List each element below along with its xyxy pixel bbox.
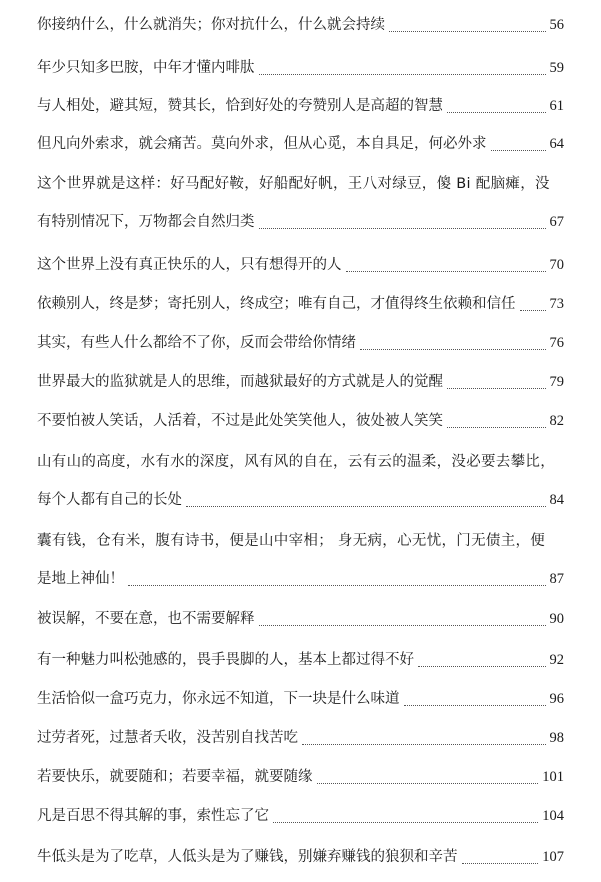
dot-leader: [447, 388, 546, 389]
toc-entry-title: 年少只知多巴胺，中年才懂内啡肽: [37, 59, 255, 76]
toc-entry-title: 凡是百思不得其解的事，索性忘了它: [37, 807, 269, 824]
dot-leader: [520, 310, 546, 311]
toc-entry-title: 有一种魅力叫松弛感的，畏手畏脚的人，基本上都过得不好: [37, 651, 414, 668]
toc-entry-page: 64: [549, 135, 564, 152]
dot-leader: [462, 863, 539, 864]
toc-entry-title-line1: 这个世界就是这样：好马配好鞍，好船配好帆，王八对绿豆，傻 Bi 配脑瘫，没: [37, 175, 550, 192]
dot-leader: [418, 666, 546, 667]
toc-entry-page: 104: [542, 807, 564, 824]
toc-entry-page: 61: [549, 97, 564, 114]
toc-entry-page: 98: [549, 729, 564, 746]
toc-entry-page: 87: [549, 570, 564, 587]
toc-entry-page: 79: [549, 373, 564, 390]
toc-entry[interactable]: [37, 49, 564, 87]
toc-entry-title: 但凡向外索求，就会痛苦。莫向外求，但从心觅，本自具足，何必外求: [37, 135, 487, 152]
toc-entry-title: 与人相处，避其短，赞其长，恰到好处的夸赞别人是高超的智慧: [37, 97, 443, 114]
toc-entry-title-line1: 囊有钱，仓有米，腹有诗书，便是山中宰相； 身无病，心无忧，门无债主，便: [37, 532, 546, 549]
toc-entry-page: 84: [549, 491, 564, 508]
toc-entry-title: 你接纳什么，什么就消失；你对抗什么，什么就会持续: [37, 16, 385, 33]
toc-entry-title: 牛低头是为了吃草，人低头是为了赚钱，别嫌弃赚钱的狼狈和辛苦: [37, 848, 458, 865]
toc-entry-title: 过劳者死，过慧者夭收，没苦别自找苦吃: [37, 729, 298, 746]
toc-entry[interactable]: [37, 443, 564, 519]
toc-entry[interactable]: [37, 522, 564, 598]
toc-entry[interactable]: [37, 285, 564, 323]
dot-leader: [360, 349, 546, 350]
toc-entry-page: 107: [542, 848, 564, 865]
dot-leader: [389, 31, 546, 32]
dot-leader: [259, 74, 546, 75]
toc-entry[interactable]: [37, 719, 564, 757]
toc-entry[interactable]: [37, 838, 564, 876]
toc-entry[interactable]: [37, 797, 564, 835]
toc-entry[interactable]: [37, 6, 564, 44]
toc-entry-title: 不要怕被人笑话，人活着，不过是此处笑笑他人，彼处被人笑笑: [37, 412, 443, 429]
toc-entry[interactable]: [37, 165, 564, 241]
toc-entry-title: 被误解，不要在意，也不需要解释: [37, 610, 255, 627]
toc-entry-page: 101: [542, 768, 564, 785]
toc-entry-title: 若要快乐，就要随和；若要幸福，就要随缘: [37, 768, 313, 785]
toc-entry-title-line2: 是地上神仙！: [37, 570, 124, 587]
dot-leader: [259, 625, 546, 626]
toc-entry[interactable]: [37, 402, 564, 440]
toc-entry[interactable]: [37, 680, 564, 718]
toc-entry-page: 59: [549, 59, 564, 76]
dot-leader: [447, 112, 546, 113]
dot-leader: [128, 585, 546, 586]
toc-entry-page: 92: [549, 651, 564, 668]
toc-entry[interactable]: [37, 246, 564, 284]
toc-entry-title-line2: 每个人都有自己的长处: [37, 491, 182, 508]
toc-entry-title: 依赖别人，终是梦；寄托别人，终成空；唯有自己，才值得终生依赖和信任: [37, 295, 516, 312]
toc-entry-page: 70: [549, 256, 564, 273]
toc-entry-title: 生活恰似一盒巧克力，你永远不知道，下一块是什么味道: [37, 690, 400, 707]
toc-entry-page: 76: [549, 334, 564, 351]
toc-entry-title: 其实，有些人什么都给不了你，反而会带给你情绪: [37, 334, 356, 351]
dot-leader: [259, 228, 546, 229]
toc-entry[interactable]: [37, 324, 564, 362]
dot-leader: [404, 705, 546, 706]
toc-entry-page: 96: [549, 690, 564, 707]
toc-entry-page: 90: [549, 610, 564, 627]
dot-leader: [302, 744, 546, 745]
toc-entry[interactable]: [37, 87, 564, 125]
dot-leader: [491, 150, 546, 151]
toc-entry-title: 这个世界上没有真正快乐的人，只有想得开的人: [37, 256, 342, 273]
toc-entry[interactable]: [37, 758, 564, 796]
toc-entry[interactable]: [37, 363, 564, 401]
dot-leader: [273, 822, 538, 823]
toc-entry-title-line1: 山有山的高度，水有水的深度，风有风的自在，云有云的温柔，没必要去攀比，: [37, 453, 555, 470]
toc-entry-page: 82: [549, 412, 564, 429]
toc-entry-title-line2: 有特别情况下，万物都会自然归类: [37, 213, 255, 230]
toc-entry[interactable]: [37, 641, 564, 679]
toc-entry[interactable]: [37, 600, 564, 638]
dot-leader: [346, 271, 546, 272]
toc-entry-page: 56: [549, 16, 564, 33]
dot-leader: [317, 783, 539, 784]
toc-entry-title: 世界最大的监狱就是人的思维，而越狱最好的方式就是人的觉醒: [37, 373, 443, 390]
dot-leader: [186, 506, 546, 507]
toc-entry-page: 67: [549, 213, 564, 230]
toc-entry-page: 73: [549, 295, 564, 312]
toc-entry[interactable]: [37, 125, 564, 163]
dot-leader: [447, 427, 546, 428]
